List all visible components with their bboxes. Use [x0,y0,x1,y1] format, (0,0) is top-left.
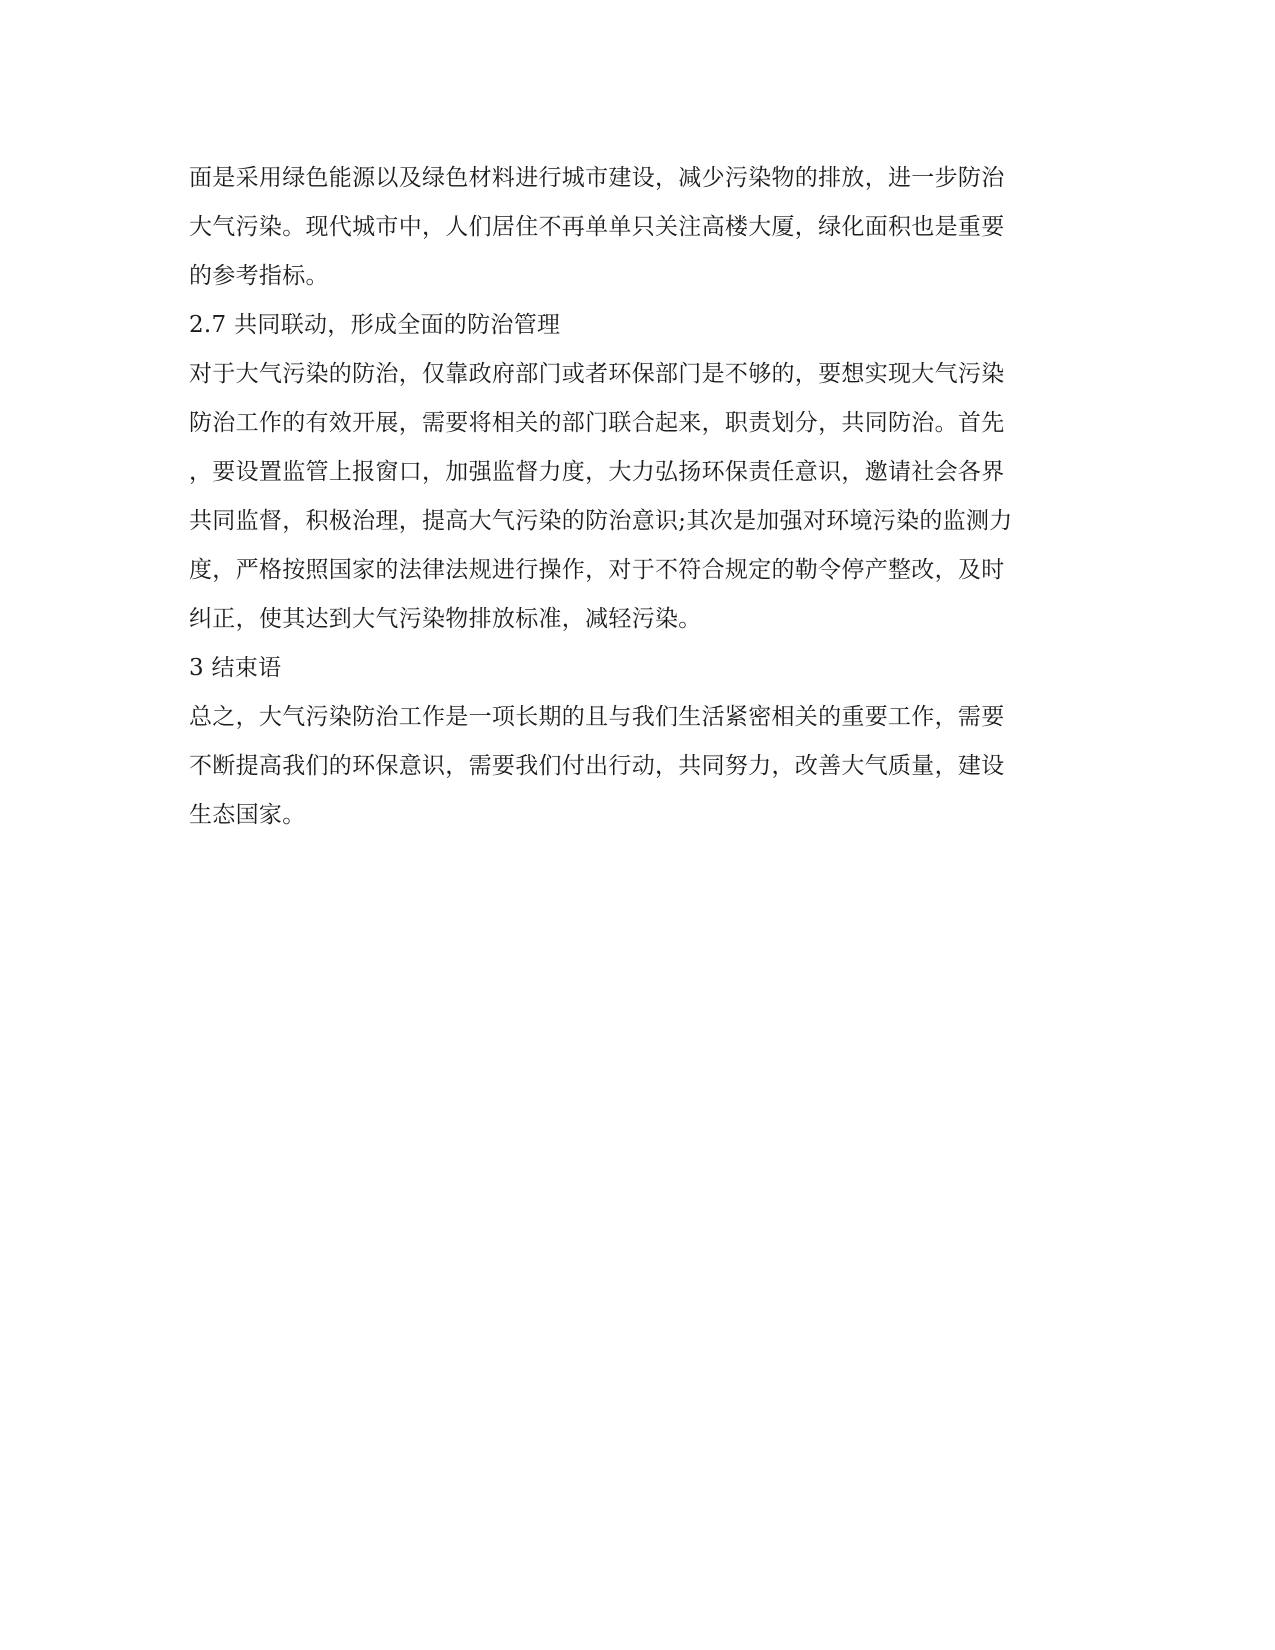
paragraph-line: 面是采用绿色能源以及绿色材料进行城市建设，减少污染物的排放，进一步防治 [189,165,1005,191]
paragraph-line: 共同监督，积极治理，提高大气污染的防治意识;其次是加强对环境污染的监测力 [189,508,1013,534]
paragraph-line: 度，严格按照国家的法律法规进行操作，对于不符合规定的勒令停产整改，及时 [189,557,1005,583]
paragraph-line: 不断提高我们的环保意识，需要我们付出行动，共同努力，改善大气质量，建设 [189,753,1005,779]
section-heading: 3 结束语 [189,655,282,681]
paragraph-line: 大气污染。现代城市中，人们居住不再单单只关注高楼大厦，绿化面积也是重要 [189,214,1005,240]
paragraph-line: 纠正，使其达到大气污染物排放标准，减轻污染。 [189,606,702,632]
paragraph-line: 的参考指标。 [189,263,329,289]
paragraph-line: 总之，大气污染防治工作是一项长期的且与我们生活紧密相关的重要工作，需要 [189,704,1005,730]
document-body [189,154,1089,840]
paragraph-line: 生态国家。 [189,802,306,828]
paragraph-line: ，要设置监管上报窗口，加强监督力度，大力弘扬环保责任意识，邀请社会各界 [189,459,1005,485]
paragraph-line: 防治工作的有效开展，需要将相关的部门联合起来，职责划分，共同防治。首先 [189,410,1005,436]
paragraph-line: 对于大气污染的防治，仅靠政府部门或者环保部门是不够的，要想实现大气污染 [189,361,1005,387]
section-heading: 2.7 共同联动，形成全面的防治管理 [189,312,561,338]
